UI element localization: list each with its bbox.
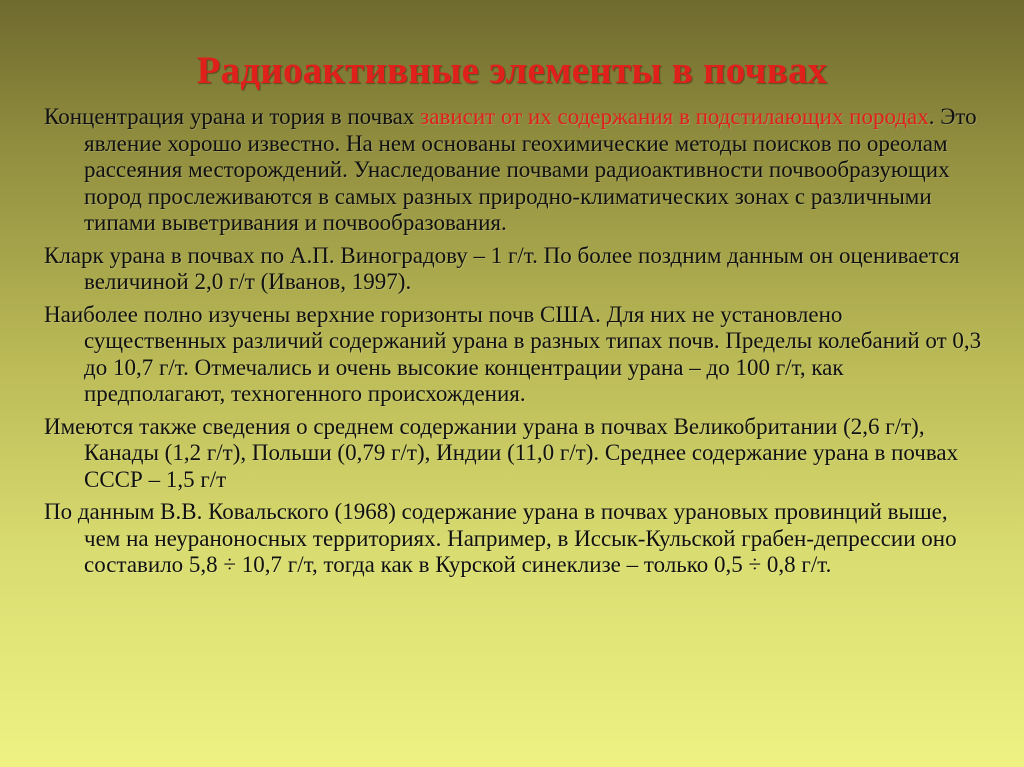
slide-title: Радиоактивные элементы в почвах — [196, 49, 828, 92]
highlighted-text: зависит от их содержания в подстилающих породах — [420, 104, 929, 129]
paragraph-text: . Это явление хорошо известно. На нем основаны геохимические методы поисков по ореолам рассеяния месторождений. Унаследование почвами радиоактивности почвообразующих пород прослеживаются в самых разных природно-климатических зонах с различными типами выветривания и почвообразования. — [84, 104, 977, 235]
paragraph-text: Концентрация урана и тория в почвах — [44, 104, 421, 129]
paragraph-uranium-thorium-concentration — [44, 104, 984, 237]
slide-content — [44, 104, 984, 585]
paragraph-usa-soils: Наиболее полно изучены верхние горизонты почв США. Для них не установлено существенных различий содержаний урана в разных типах почв. Пределы колебаний от 0,3 до 10,7 г/т. Отмечались и очень высокие концентрации урана – до 100 г/т, как предполагают, техногенного происхождения. — [44, 301, 982, 406]
paragraph-uranium-clarke: Кларк урана в почвах по А.П. Виноградову – 1 г/т. По более поздним данным он оценивается величиной 2,0 г/т (Иванов, 1997). — [44, 242, 960, 294]
paragraph-country-averages: Имеются также сведения о среднем содержании урана в почвах Великобритании (2,6 г/т), Канады (1,2 г/т), Польши (0,79 г/т), Индии (11,0 г/т). Среднее содержание урана в почвах СССР – 1,5 г/т — [44, 413, 959, 492]
paragraph-kovalsky-data: По данным В.В. Ковальского (1968) содержание урана в почвах урановых провинций выше, чем на неураноносных территориях. Например, в Иссык-Кульской грабен-депрессии оно составило 5,8 ÷ 10,7 г/т, тогда как в Курской синеклизе – только 0,5 ÷ 0,8 г/т. — [44, 499, 957, 577]
